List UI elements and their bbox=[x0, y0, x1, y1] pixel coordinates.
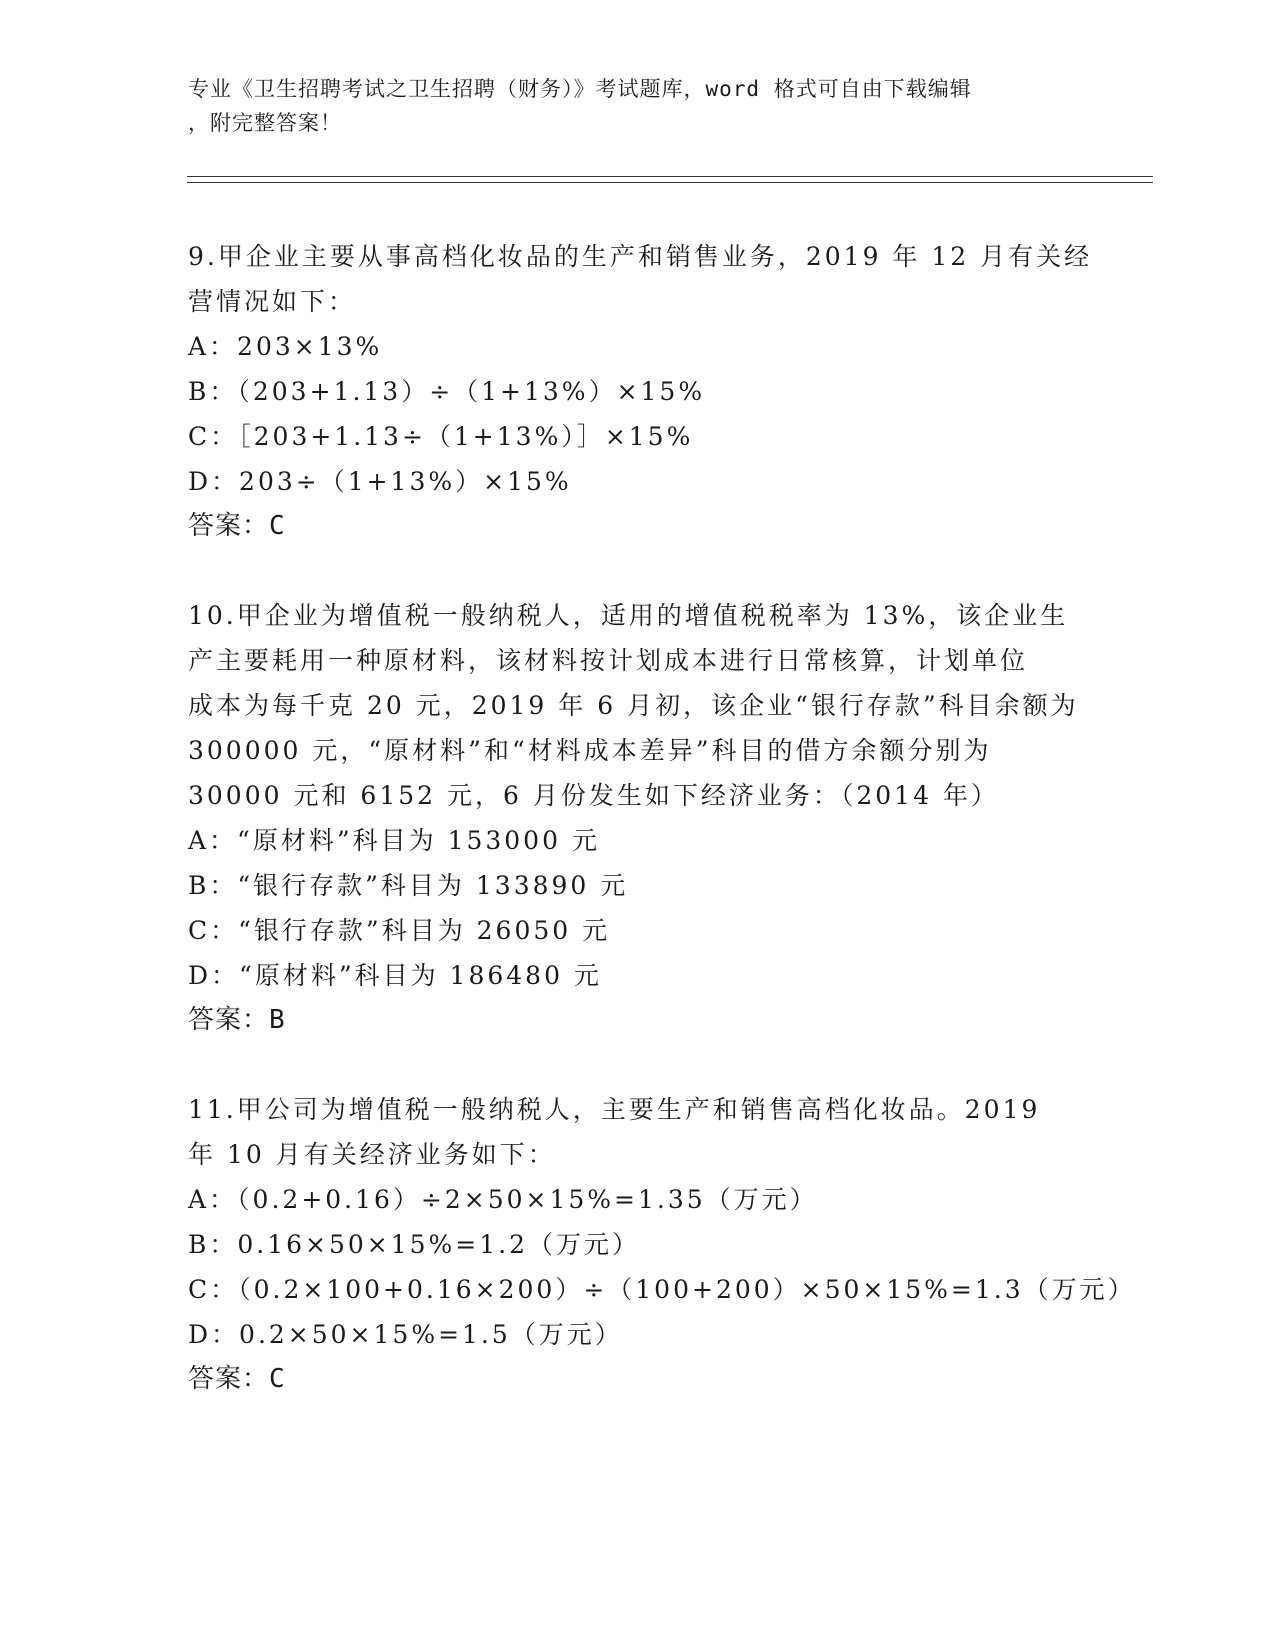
header-line-1: 专业《卫生招聘考试之卫生招聘（财务）》考试题库，word 格式可自由下载编辑 bbox=[188, 77, 972, 101]
question-stem-line: 年 10 月有关经济业务如下： bbox=[188, 1140, 556, 1169]
header-line-2: ，附完整答案！ bbox=[188, 111, 342, 135]
option-b: B：0.16×50×15%=1.2（万元） bbox=[188, 1230, 641, 1259]
option-a: A：203×13% bbox=[188, 332, 383, 361]
question-stem-line: 成本为每千克 20 元，2019 年 6 月初，该企业“银行存款”科目余额为 bbox=[188, 691, 1079, 720]
question-stem-line: 300000 元，“原材料”和“材料成本差异”科目的借方余额分别为 bbox=[188, 736, 992, 765]
question-spacer bbox=[188, 1043, 1088, 1087]
question-10 bbox=[188, 593, 1088, 1043]
option-a: A：（0.2+0.16）÷2×50×15%=1.35（万元） bbox=[188, 1185, 818, 1214]
header-divider-top bbox=[187, 176, 1153, 177]
option-b: B：“银行存款”科目为 133890 元 bbox=[188, 871, 629, 900]
option-d: D：“原材料”科目为 186480 元 bbox=[188, 961, 602, 990]
question-list bbox=[188, 234, 1136, 1402]
option-a: A：“原材料”科目为 153000 元 bbox=[188, 826, 600, 855]
option-d: D：0.2×50×15%=1.5（万元） bbox=[188, 1320, 623, 1349]
option-c: C：（0.2×100+0.16×200）÷（100+200）×50×15%=1.3（万元） bbox=[188, 1275, 1136, 1304]
option-c: C：“银行存款”科目为 26050 元 bbox=[188, 916, 611, 945]
question-9 bbox=[188, 234, 1093, 549]
answer-line: 答案：C bbox=[188, 511, 286, 541]
option-c: C：［203+1.13÷（1+13%）］×15% bbox=[188, 422, 694, 451]
question-stem-line: 产主要耗用一种原材料，该材料按计划成本进行日常核算，计划单位 bbox=[188, 646, 1029, 675]
question-stem-line: 9.甲企业主要从事高档化妆品的生产和销售业务，2019 年 12 月有关经 bbox=[188, 242, 1093, 271]
option-b: B：（203+1.13）÷（1+13%）×15% bbox=[188, 377, 706, 406]
header-divider-bottom bbox=[187, 182, 1153, 183]
question-spacer bbox=[188, 549, 1088, 593]
question-stem-line: 营情况如下： bbox=[188, 287, 357, 316]
answer-line: 答案：B bbox=[188, 1005, 286, 1035]
question-stem-line: 30000 元和 6152 元，6 月份发生如下经济业务：（2014 年） bbox=[188, 781, 999, 810]
question-11 bbox=[188, 1087, 1136, 1402]
answer-line: 答案：C bbox=[188, 1364, 286, 1394]
option-d: D：203÷（1+13%）×15% bbox=[188, 467, 572, 496]
question-stem-line: 11.甲公司为增值税一般纳税人，主要生产和销售高档化妆品。2019 bbox=[188, 1095, 1041, 1124]
document-header bbox=[188, 72, 1068, 140]
question-stem-line: 10.甲企业为增值税一般纳税人，适用的增值税税率为 13%，该企业生 bbox=[188, 601, 1069, 630]
